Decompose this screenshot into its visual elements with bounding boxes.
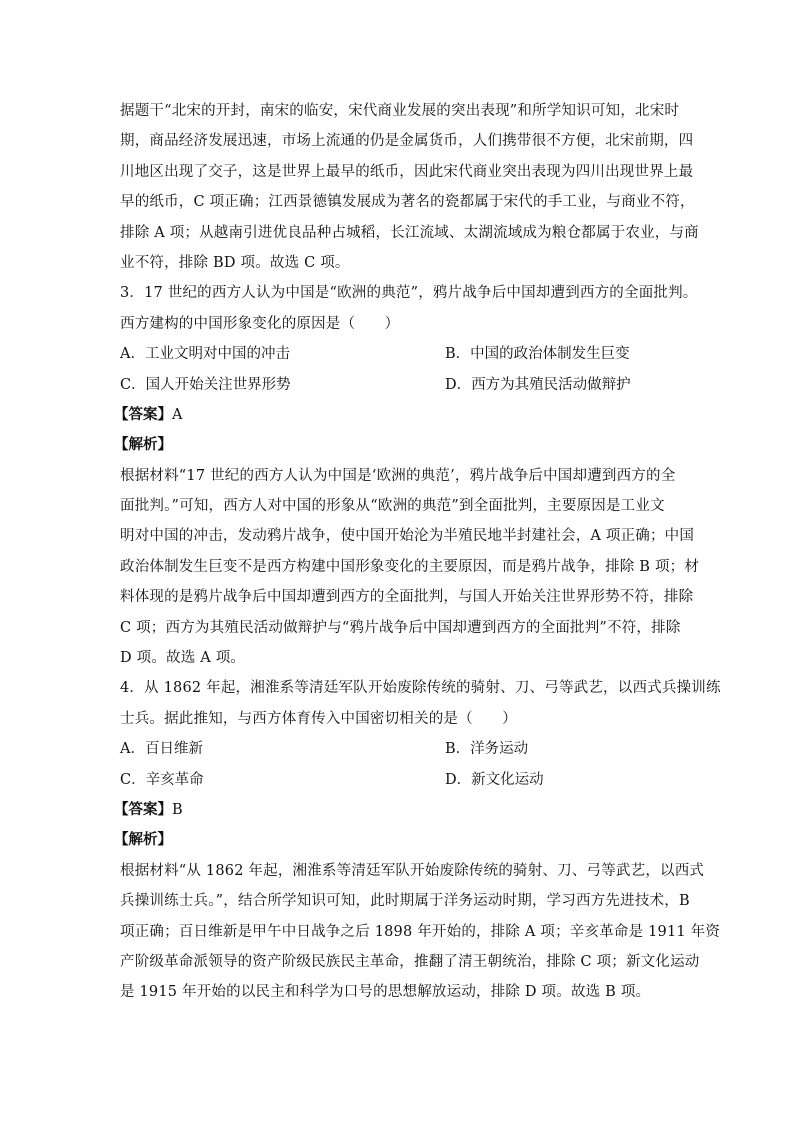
text-line: 料体现的是鸦片战争后中国却遭到西方的全面批判，与国人开始关注世界形势不符，排除 <box>120 589 694 606</box>
option-a: A．工业文明对中国的冲击 <box>120 346 290 363</box>
option-b: B．洋务运动 <box>445 741 529 758</box>
text-line: 排除 A 项；从越南引进优良品种占城稻，长江流域、太湖流域成为粮仓都属于农业，与商 <box>120 224 699 241</box>
text-line: C 项；西方为其殖民活动做辩护与“鸦片战争后中国却遭到西方的全面批判”不符，排除 <box>120 619 681 636</box>
question-3-stem <box>120 278 698 339</box>
text-line: 期，商品经济发展迅速，市场上流通的仍是金属货币，人们携带很不方便，北宋前期，四 <box>120 133 694 150</box>
text-line: 早的纸币，C 项正确；江西景德镇发展成为著名的瓷都属于宋代的手工业，与商业不符， <box>120 194 695 211</box>
question-4-analysis-label <box>114 825 680 855</box>
answer-label: 【答案】 <box>114 405 172 423</box>
text-line: 兵操训练士兵。”，结合所学知识可知，此时期属于洋务运动时期，学习西方先进技术，B <box>120 893 690 910</box>
text-line: 项正确；百日维新是甲午中日战争之后 1898 年开始的，排除 A 项；辛亥革命是 1911 年资 <box>120 923 721 940</box>
text-line: 面批判。”可知，西方人对中国的形象从“欧洲的典范”到全面批判，主要原因是工业文 <box>120 498 665 515</box>
text-line: 3．17 世纪的西方人认为中国是“欧洲的典范”，鸦片战争后中国却遭到西方的全面批判。 <box>120 285 698 302</box>
question-3-analysis-label <box>114 430 680 460</box>
text-line: 是 1915 年开始的以民主和科学为口号的思想解放运动，排除 D 项。故选 B 项。 <box>120 984 651 1001</box>
option-d: D．新文化运动 <box>445 771 544 788</box>
answer-label: 【答案】 <box>114 800 172 818</box>
option-c: C．国人开始关注世界形势 <box>120 376 291 393</box>
text-line: 业不符，排除 BD 项。故选 C 项。 <box>120 254 350 271</box>
question-3-answer <box>114 400 680 430</box>
text-line: 4．从 1862 年起，湘淮系等清廷军队开始废除传统的骑射、刀、弓等武艺，以西式兵操训练 <box>120 680 721 697</box>
question-3-analysis <box>120 461 700 674</box>
text-line: 政治体制发生巨变不是西方构建中国形象变化的主要原因，而是鸦片战争，排除 B 项；材 <box>120 558 700 575</box>
option-c: C．辛亥革命 <box>120 771 204 788</box>
text-line: D 项。故选 A 项。 <box>120 650 246 667</box>
option-d: D．西方为其殖民活动做辩护 <box>445 376 631 393</box>
analysis-label: 【解析】 <box>114 831 172 849</box>
text-line: 川地区出现了交子，这是世界上最早的纸币，因此宋代商业突出表现为四川出现世界上最 <box>120 163 694 180</box>
text-line: 根据材料“从 1862 年起，湘淮系等清廷军队开始废除传统的骑射、刀、弓等武艺，以西式 <box>120 862 705 879</box>
option-b: B．中国的政治体制发生巨变 <box>445 346 630 363</box>
question-4-answer <box>114 795 680 825</box>
text-line: 士兵。据此推知，与西方体育传入中国密切相关的是（ ） <box>120 710 517 727</box>
text-line: 产阶级革命派领导的资产阶级民族民主革命，推翻了清王朝统治，排除 C 项；新文化运动 <box>120 953 700 970</box>
question-4-options <box>120 734 680 795</box>
question-3-options <box>120 339 680 400</box>
question-4-stem <box>120 673 721 734</box>
text-line: 明对中国的冲击，发动鸦片战争，使中国开始沦为半殖民地半封建社会，A 项正确；中国 <box>120 528 695 545</box>
text-line: 根据材料“17 世纪的西方人认为中国是‘欧洲的典范’，鸦片战争后中国却遭到西方的全 <box>120 467 676 484</box>
document-page <box>114 96 721 1008</box>
answer-value: A <box>172 406 183 423</box>
text-line: 西方建构的中国形象变化的原因是（ ） <box>120 315 400 332</box>
previous-analysis-paragraph <box>120 96 699 278</box>
question-4-analysis <box>120 856 721 1008</box>
answer-value: B <box>172 801 183 818</box>
text-line: 据题干“北宋的开封，南宋的临安，宋代商业发展的突出表现”和所学知识可知，北宋时 <box>120 103 680 119</box>
analysis-label: 【解析】 <box>114 436 172 454</box>
option-a: A．百日维新 <box>120 741 203 758</box>
